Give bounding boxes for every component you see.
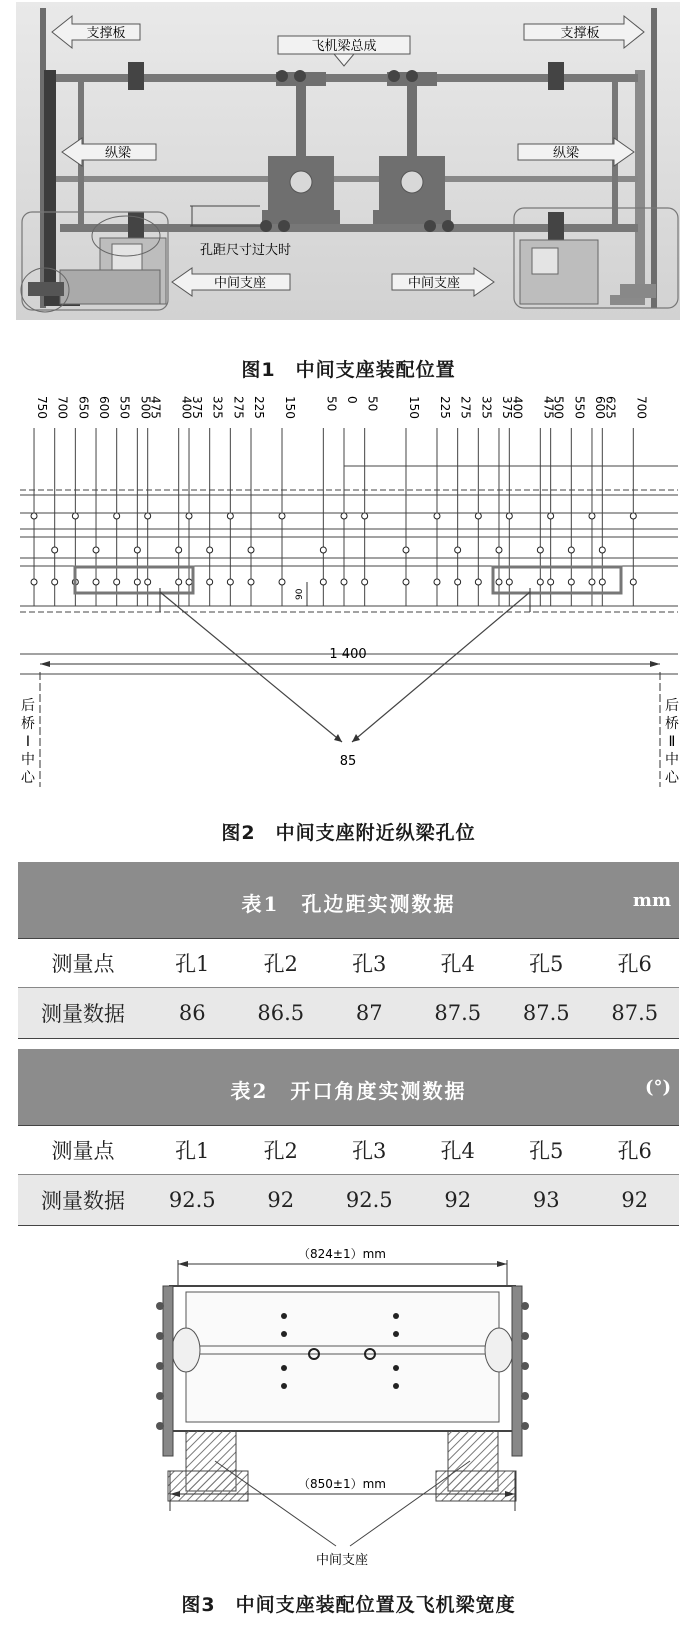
axle-label-char: Ⅱ [668, 734, 676, 750]
right-axle-label [665, 698, 680, 786]
hole-marker [341, 579, 347, 585]
axle-label-char: 心 [665, 770, 679, 786]
label-mid-support-right: 中间支座 [407, 276, 461, 291]
label-mid-support-left: 中间支座 [213, 276, 267, 291]
tick-label: 0 [345, 396, 359, 404]
hole-marker [279, 579, 285, 585]
table-cell: 孔1 [148, 1126, 237, 1175]
hole-marker [630, 513, 636, 519]
tick-label: 400 [510, 396, 525, 419]
hole-marker [52, 547, 58, 553]
tick-label: 325 [210, 396, 225, 419]
table-cell: 孔3 [325, 939, 414, 988]
tick-label: 50 [324, 396, 339, 412]
hole-marker [114, 579, 120, 585]
table-cell: 孔6 [591, 939, 680, 988]
table-2-title: 表2 开口角度实测数据 [230, 1079, 467, 1103]
hole-marker [568, 579, 574, 585]
hole-marker [496, 579, 502, 585]
hole-marker [93, 579, 99, 585]
hole-marker [279, 513, 285, 519]
left-axle-label [21, 698, 36, 786]
hole-marker [506, 579, 512, 585]
table-cell: 测量数据 [18, 1175, 148, 1226]
hole-marker [506, 513, 512, 519]
label-support-plate-right: 支撑板 [560, 26, 600, 41]
dim-85: 85 [339, 754, 357, 769]
tick-label: 225 [252, 396, 267, 419]
hole-marker [475, 513, 481, 519]
axle-label-char: 桥 [665, 716, 679, 732]
hole-marker [145, 513, 151, 519]
table-cell: 孔4 [414, 1126, 503, 1175]
axle-label-char: 中 [21, 752, 35, 768]
label-long-beam-left: 纵梁 [104, 146, 132, 161]
table-cell: 92.5 [325, 1175, 414, 1226]
tick-label: 50 [365, 396, 380, 412]
table-cell: 92.5 [148, 1175, 237, 1226]
table-1-title: 表1 孔边距实测数据 [241, 892, 456, 916]
hole-marker [568, 547, 574, 553]
table-cell: 测量点 [18, 939, 148, 988]
hole-marker [320, 579, 326, 585]
hole-marker [403, 547, 409, 553]
axle-label-char: 中 [665, 752, 679, 768]
tick-label: 475 [148, 396, 163, 419]
table-1-data-row [18, 988, 679, 1039]
hole-marker [589, 513, 595, 519]
table-cell: 92 [237, 1175, 326, 1226]
figure-3-caption: 图3 中间支座装配位置及飞机梁宽度 [181, 1594, 516, 1616]
tick-label: 475 [541, 396, 556, 419]
table-cell: 孔2 [237, 1126, 326, 1175]
hole-marker [227, 513, 233, 519]
axle-label-char: Ⅰ [25, 734, 31, 750]
hole-marker [134, 547, 140, 553]
tick-label: 625 [603, 396, 618, 419]
hole-marker [186, 579, 192, 585]
hole-marker [93, 547, 99, 553]
hole-marker [599, 547, 605, 553]
hole-marker [362, 579, 368, 585]
hole-marker [176, 579, 182, 585]
table-1-header-row [18, 939, 679, 988]
hole-marker [207, 547, 213, 553]
hole-marker [403, 579, 409, 585]
label-support-plate-left: 支撑板 [86, 26, 126, 41]
table-cell: 孔5 [502, 939, 591, 988]
hole-marker [227, 579, 233, 585]
table-cell: 87.5 [414, 988, 503, 1039]
tick-label: 150 [406, 396, 421, 419]
table-cell: 87.5 [502, 988, 591, 1039]
dim-90: 90 [295, 588, 305, 600]
figure-3 [0, 1246, 697, 1580]
table-cell: 孔1 [148, 939, 237, 988]
hole-marker [248, 547, 254, 553]
bottom-dimension: （850±1）mm [298, 1477, 386, 1491]
table-cell: 87.5 [591, 988, 680, 1039]
table-cell: 测量数据 [18, 988, 148, 1039]
label-long-beam-right: 纵梁 [552, 146, 580, 161]
figure-1-caption: 图1 中间支座装配位置 [241, 359, 456, 381]
table-cell: 86 [148, 988, 237, 1039]
tick-label: 700 [634, 396, 649, 419]
table-2 [18, 1049, 679, 1226]
tick-label: 700 [55, 396, 70, 419]
table-cell: 孔5 [502, 1126, 591, 1175]
tick-label: 375 [499, 396, 514, 419]
hole-marker [341, 513, 347, 519]
hole-marker [31, 513, 37, 519]
axle-label-char: 后 [665, 698, 679, 714]
figure-1-drawing [0, 0, 697, 330]
figure-2-drawing [0, 392, 697, 802]
figure-2 [0, 392, 697, 802]
hole-marker [434, 513, 440, 519]
table-cell: 孔3 [325, 1126, 414, 1175]
axle-label-char: 后 [21, 698, 35, 714]
tick-label: 325 [479, 396, 494, 419]
tick-label: 550 [572, 396, 587, 419]
tick-label: 150 [283, 396, 298, 419]
label-beam-assembly: 飞机梁总成 [311, 39, 377, 54]
hole-marker [455, 579, 461, 585]
table-1 [18, 862, 679, 1039]
axle-label-char: 桥 [21, 716, 35, 732]
table-cell: 92 [591, 1175, 680, 1226]
figure-3-drawing [0, 1246, 697, 1580]
dim-1400: 1 400 [329, 647, 367, 662]
tick-label: 600 [97, 396, 112, 419]
hole-marker [52, 579, 58, 585]
tick-label: 375 [190, 396, 205, 419]
figure-2-caption: 图2 中间支座附近纵梁孔位 [221, 822, 476, 844]
tick-label: 750 [35, 396, 50, 419]
hole-marker [72, 513, 78, 519]
label-hole-note: 孔距尺寸过大时 [200, 243, 292, 258]
table-cell: 孔4 [414, 939, 503, 988]
mid-support-label: 中间支座 [315, 1553, 369, 1568]
tick-label: 550 [117, 396, 132, 419]
table-cell: 孔2 [237, 939, 326, 988]
hole-marker [537, 579, 543, 585]
hole-marker [186, 513, 192, 519]
table-2-unit: (°) [644, 1077, 671, 1098]
table-cell: 92 [414, 1175, 503, 1226]
hole-marker [434, 579, 440, 585]
hole-marker [248, 579, 254, 585]
table-2-header-row [18, 1126, 679, 1175]
hole-marker [548, 513, 554, 519]
hole-marker [114, 513, 120, 519]
hole-marker [176, 547, 182, 553]
hole-marker [207, 579, 213, 585]
top-dimension: （824±1）mm [298, 1247, 386, 1261]
hole-marker [362, 513, 368, 519]
hole-marker [31, 579, 37, 585]
table-cell: 93 [502, 1175, 591, 1226]
tick-label: 275 [231, 396, 246, 419]
hole-marker [145, 579, 151, 585]
tick-label: 500 [551, 396, 566, 419]
tick-label: 500 [138, 396, 153, 419]
table-cell: 孔6 [591, 1126, 680, 1175]
hole-marker [320, 547, 326, 553]
tick-label: 600 [592, 396, 607, 419]
table-cell: 测量点 [18, 1126, 148, 1175]
hole-marker [548, 579, 554, 585]
tick-label: 400 [179, 396, 194, 419]
hole-marker [630, 579, 636, 585]
hole-marker [475, 579, 481, 585]
tick-label: 650 [76, 396, 91, 419]
hole-marker [455, 547, 461, 553]
axle-label-char: 心 [21, 770, 35, 786]
table-cell: 87 [325, 988, 414, 1039]
table-2-data-row [18, 1175, 679, 1226]
hole-marker [599, 579, 605, 585]
table-1-unit: mm [632, 890, 671, 911]
hole-marker [496, 547, 502, 553]
hole-marker [134, 579, 140, 585]
hole-marker [589, 579, 595, 585]
tick-label: 225 [437, 396, 452, 419]
hole-marker [537, 547, 543, 553]
table-cell: 86.5 [237, 988, 326, 1039]
tick-label: 275 [458, 396, 473, 419]
figure-1 [0, 0, 697, 330]
